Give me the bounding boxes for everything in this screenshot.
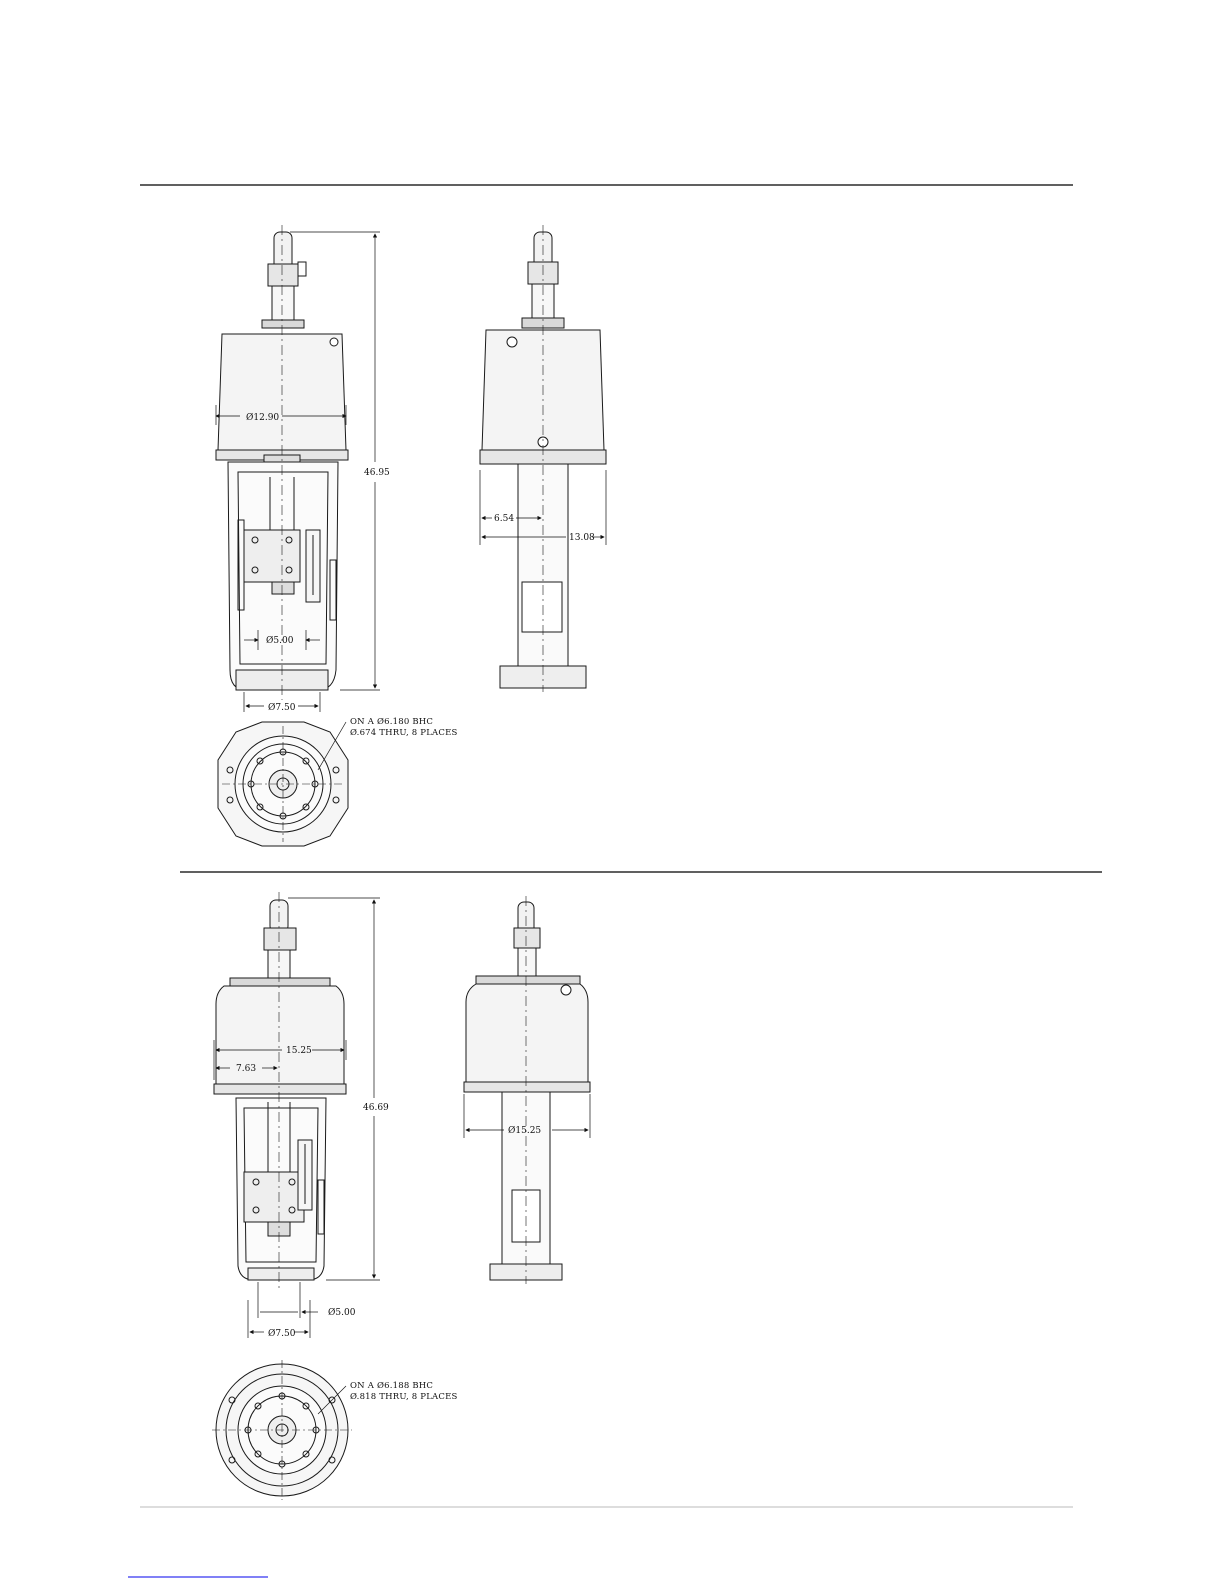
actuator-1-side-half-width-label: 6.54 bbox=[494, 514, 515, 524]
actuator-2-bottom-view bbox=[212, 1360, 352, 1500]
actuator-1-inner-diameter-label: Ø5.00 bbox=[266, 636, 294, 646]
actuator-2-base-diameter-label: Ø7.50 bbox=[268, 1329, 296, 1339]
actuator-1-hole-note: Ø.674 THRU, 8 PLACES bbox=[350, 728, 458, 738]
actuator-2-width-label: 15.25 bbox=[286, 1046, 312, 1056]
actuator-1-diameter-label: Ø12.90 bbox=[246, 413, 280, 423]
actuator-2-front-view bbox=[214, 892, 346, 1290]
actuator-2-half-width-label: 7.63 bbox=[236, 1064, 257, 1074]
actuator-1-bottom-view bbox=[218, 722, 348, 846]
actuator-1-bolt-circle-note: ON A Ø6.180 BHC bbox=[350, 717, 434, 727]
actuator-2-hole-note: Ø.818 THRU, 8 PLACES bbox=[350, 1392, 458, 1402]
actuator-2-side-view bbox=[464, 896, 590, 1284]
actuator-1-side-width-label: 13.08 bbox=[569, 533, 595, 543]
actuator-1-side-view bbox=[480, 225, 606, 692]
actuator-1-front-view bbox=[216, 225, 348, 700]
actuator-2-bolt-circle-note: ON A Ø6.188 BHC bbox=[350, 1381, 434, 1391]
actuator-2-height-label: 46.69 bbox=[363, 1103, 389, 1113]
actuator-1-height-label: 46.95 bbox=[364, 468, 390, 478]
actuator-2-side-width-label: Ø15.25 bbox=[508, 1126, 542, 1136]
actuator-2-inner-diameter-label: Ø5.00 bbox=[328, 1308, 356, 1318]
actuator-1-base-diameter-label: Ø7.50 bbox=[268, 703, 296, 713]
